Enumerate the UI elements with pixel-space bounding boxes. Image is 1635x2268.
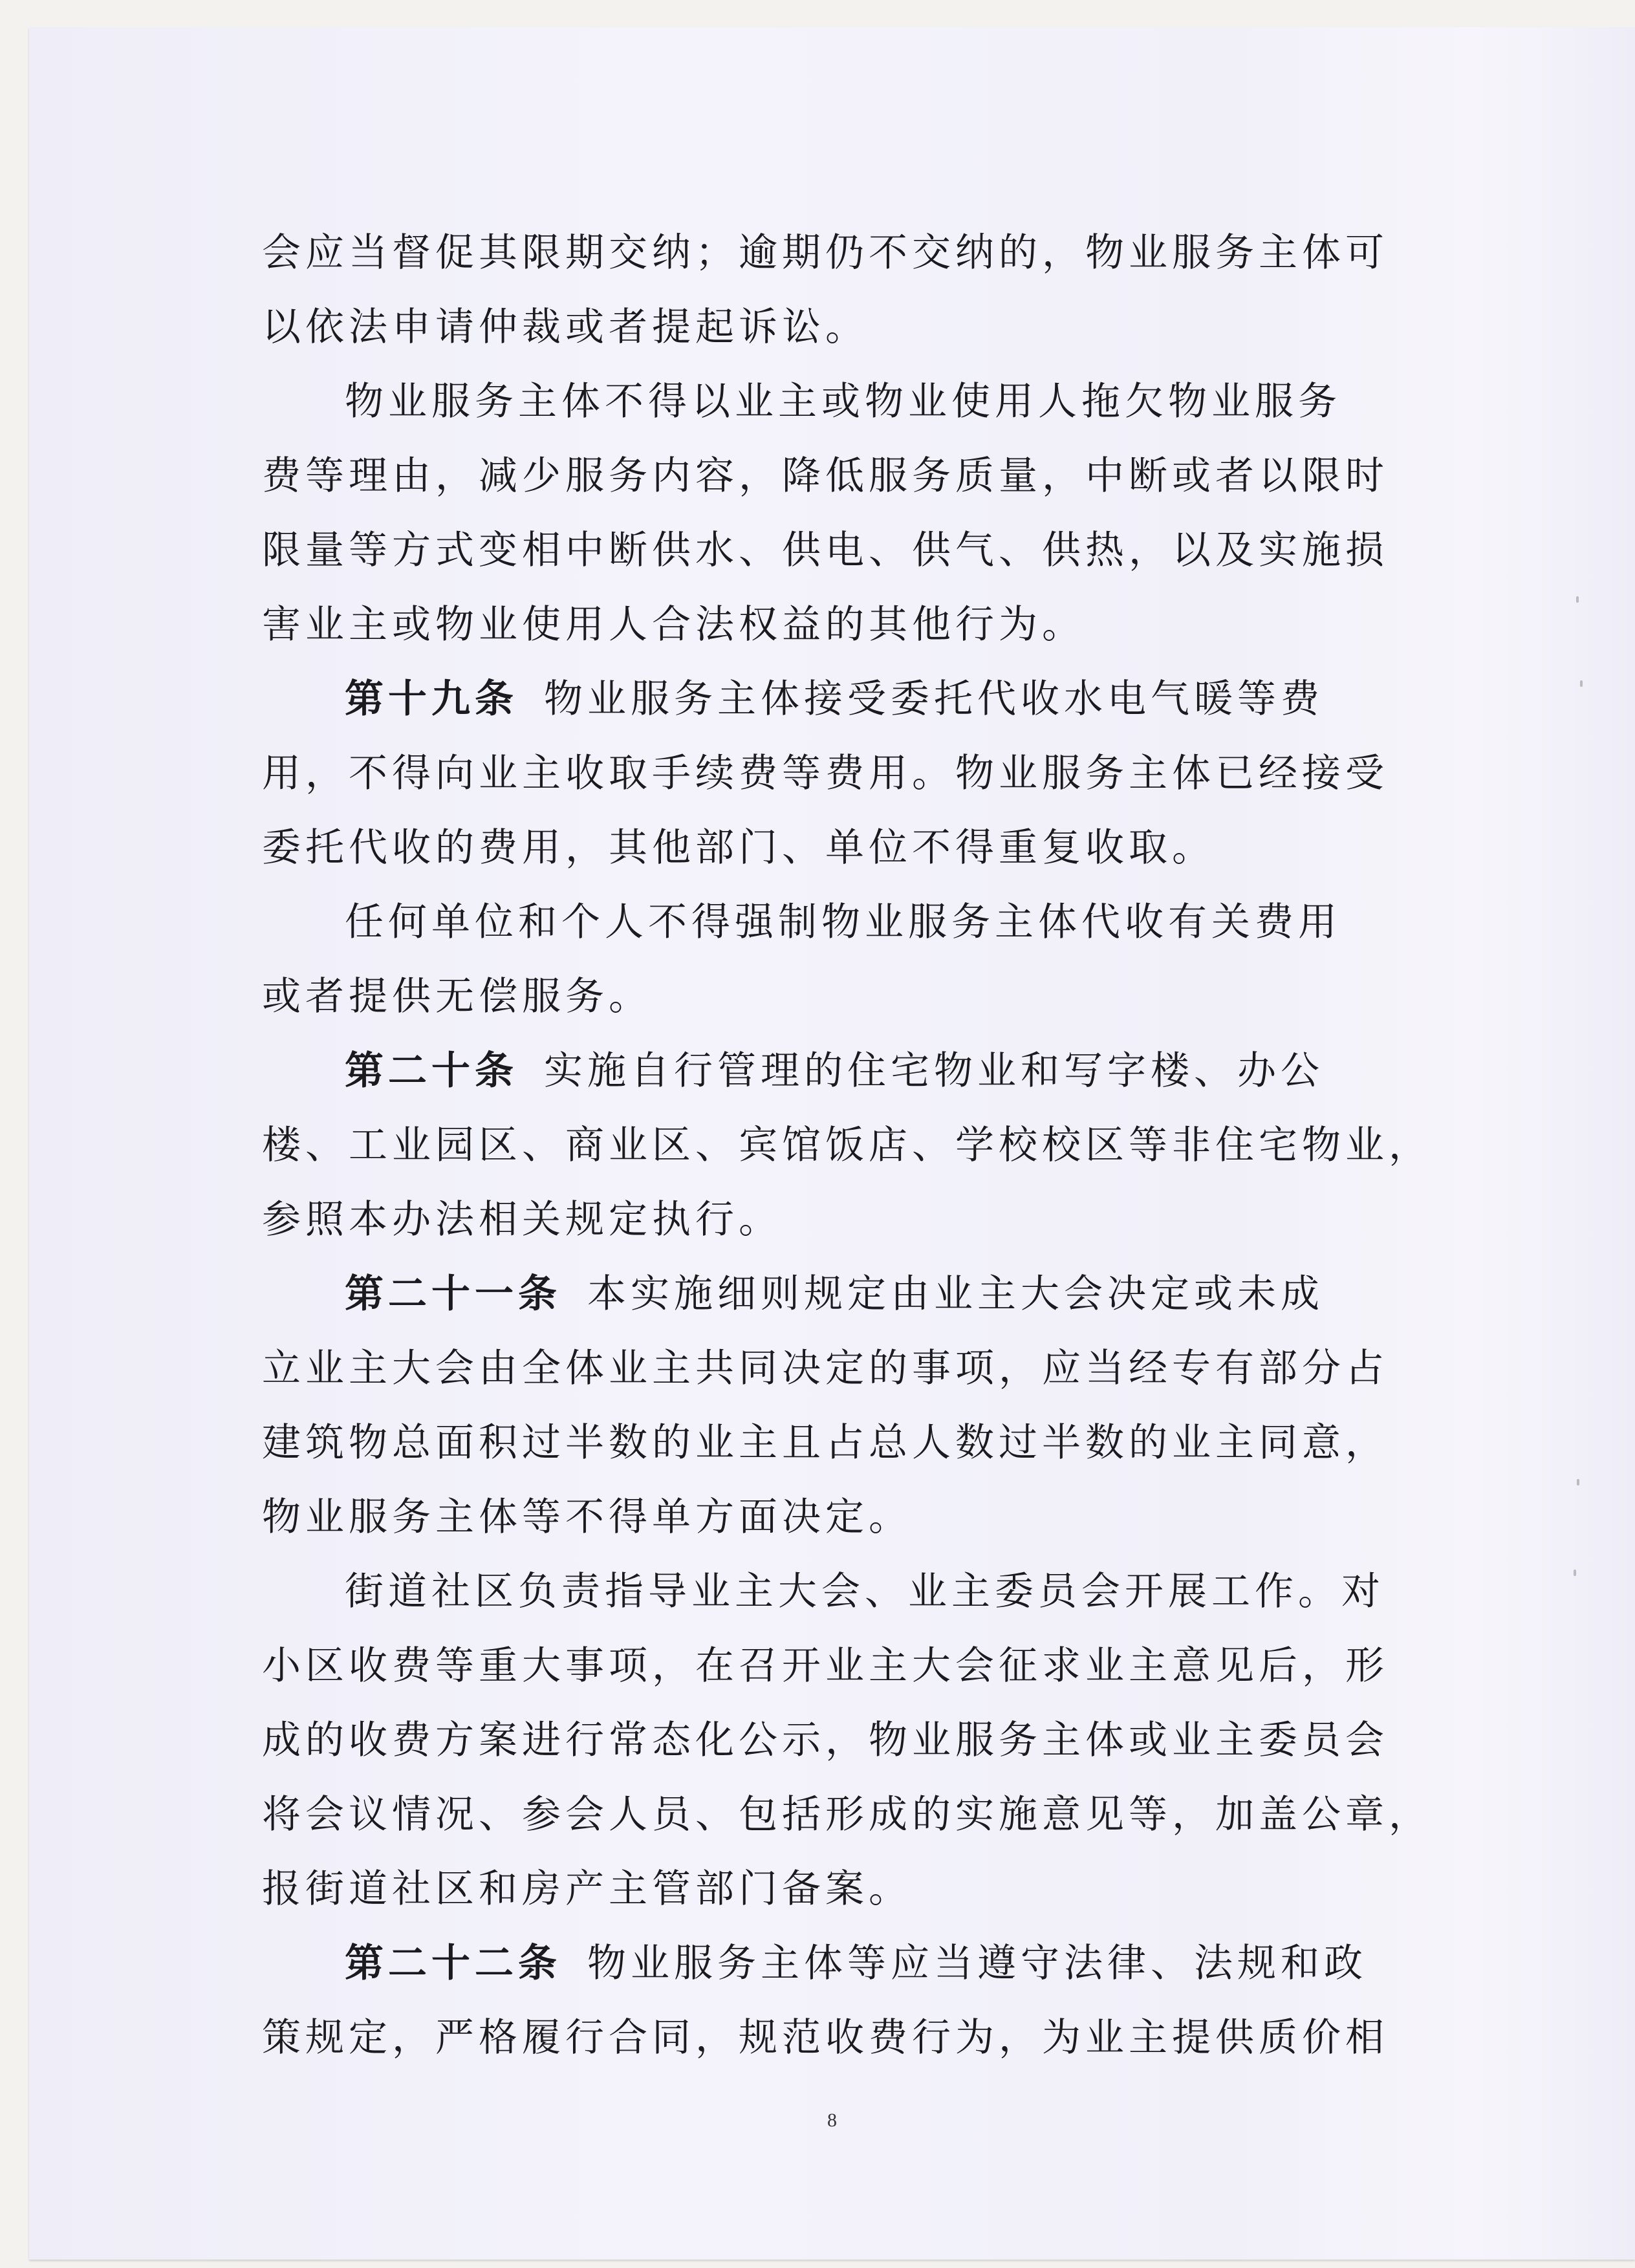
text-line: 策规定，严格履行合同，规范收费行为，为业主提供质价相 bbox=[262, 2015, 1389, 2060]
text-line: 报街道社区和房产主管部门备案。 bbox=[262, 1866, 912, 1912]
article-19 bbox=[262, 662, 1400, 885]
page-number: 8 bbox=[827, 2110, 837, 2131]
text-line: 费等理由，减少服务内容，降低服务质量，中断或者以限时 bbox=[262, 453, 1389, 499]
text-line: 会应当督促其限期交纳；逾期仍不交纳的，物业服务主体可 bbox=[262, 230, 1389, 275]
text-line bbox=[262, 662, 1400, 737]
text-line bbox=[262, 1927, 1400, 2001]
text-line: 用，不得向业主收取手续费等费用。物业服务主体已经接受 bbox=[262, 751, 1389, 796]
text-line: 参照本办法相关规定执行。 bbox=[262, 1197, 782, 1242]
text-line: 委托代收的费用，其他部门、单位不得重复收取。 bbox=[262, 825, 1215, 870]
text-line: 害业主或物业使用人合法权益的其他行为。 bbox=[262, 602, 1085, 647]
text-line: 任何单位和个人不得强制物业服务主体代收有关费用 bbox=[345, 900, 1341, 945]
text-line: 建筑物总面积过半数的业主且占总人数过半数的业主同意， bbox=[262, 1420, 1389, 1465]
scan-speck bbox=[1574, 1570, 1576, 1576]
paragraph-no-forced-collection bbox=[262, 885, 1400, 1034]
body-text bbox=[262, 216, 1432, 2075]
article-number: 第二十条 bbox=[345, 1048, 518, 1094]
text-line: 物业服务主体等不得单方面决定。 bbox=[262, 1495, 912, 1540]
article-21 bbox=[262, 1257, 1400, 1555]
text-line: 物业服务主体不得以业主或物业使用人拖欠物业服务 bbox=[345, 379, 1341, 424]
text-line: 以依法申请仲裁或者提起诉讼。 bbox=[262, 305, 869, 350]
text-line bbox=[262, 1257, 1400, 1332]
scan-speck bbox=[1580, 680, 1583, 687]
scanned-page bbox=[29, 27, 1635, 2260]
text-line: 立业主大会由全体业主共同决定的事项，应当经专有部分占 bbox=[262, 1346, 1389, 1391]
paragraph-community-guidance bbox=[262, 1555, 1432, 1927]
article-text: 物业服务主体接受委托代收水电气暖等费 bbox=[544, 676, 1324, 722]
article-text: 本实施细则规定由业主大会决定或未成 bbox=[587, 1271, 1324, 1317]
text-line: 将会议情况、参会人员、包括形成的实施意见等，加盖公章， bbox=[262, 1792, 1432, 1837]
article-20 bbox=[262, 1034, 1432, 1257]
scan-speck bbox=[1577, 1479, 1579, 1485]
article-text: 物业服务主体等应当遵守法律、法规和政 bbox=[587, 1941, 1367, 1986]
text-line: 限量等方式变相中断供水、供电、供气、供热，以及实施损 bbox=[262, 528, 1389, 573]
text-line: 楼、工业园区、商业区、宾馆饭店、学校校区等非住宅物业， bbox=[262, 1123, 1432, 1168]
text-line: 或者提供无偿服务。 bbox=[262, 974, 652, 1019]
text-line: 街道社区负责指导业主大会、业主委员会开展工作。对 bbox=[345, 1569, 1385, 1614]
paragraph-service-restrictions bbox=[262, 365, 1400, 662]
paragraph-continuation bbox=[262, 216, 1400, 365]
article-text: 实施自行管理的住宅物业和写字楼、办公 bbox=[544, 1048, 1324, 1094]
text-line bbox=[262, 1034, 1400, 1108]
article-number: 第十九条 bbox=[345, 676, 518, 722]
article-22 bbox=[262, 1927, 1400, 2075]
article-number: 第二十一条 bbox=[345, 1271, 561, 1317]
article-number: 第二十二条 bbox=[345, 1941, 561, 1986]
text-line: 小区收费等重大事项，在召开业主大会征求业主意见后，形 bbox=[262, 1643, 1389, 1689]
scan-speck bbox=[1576, 596, 1579, 603]
text-line: 成的收费方案进行常态化公示，物业服务主体或业主委员会 bbox=[262, 1718, 1389, 1763]
